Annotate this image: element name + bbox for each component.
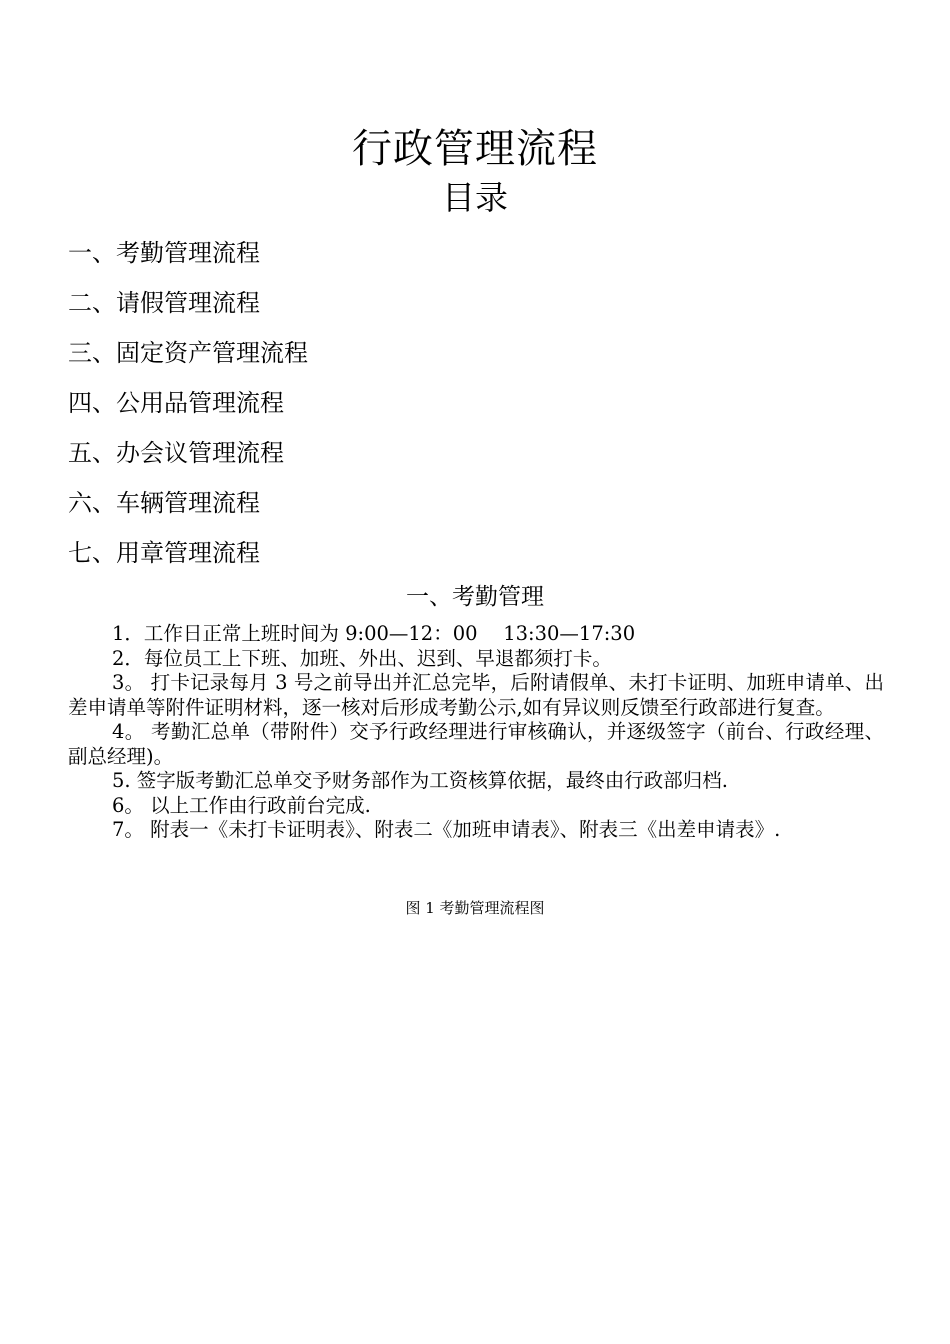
section-heading: 一、考勤管理 bbox=[406, 584, 544, 610]
document-title: 行政管理流程 bbox=[352, 126, 598, 172]
toc-item-fixed-assets[interactable]: 三、固定资产管理流程 bbox=[68, 339, 308, 367]
toc-heading: 目录 bbox=[442, 178, 508, 217]
table-of-contents bbox=[68, 228, 308, 578]
paragraph: 7。 附表一《未打卡证明表》、附表二《加班申请表》、附表三《出差申请表》. bbox=[112, 818, 781, 841]
toc-item-office-supplies[interactable]: 四、公用品管理流程 bbox=[68, 389, 284, 417]
figure-caption: 图 1 考勤管理流程图 bbox=[405, 899, 545, 917]
paragraph: 3。 打卡记录每月 3 号之前导出并汇总完毕，后附请假单、未打卡证明、加班申请单、出差申请单等附件证明材料，逐一核对后形成考勤公示,如有异议则反馈至行政部进行复查。 bbox=[68, 671, 884, 719]
toc-item-attendance[interactable]: 一、考勤管理流程 bbox=[68, 239, 260, 267]
paragraph: 6。 以上工作由行政前台完成. bbox=[112, 793, 371, 817]
section-body bbox=[68, 622, 884, 843]
paragraph: 1．工作日正常上班时间为 9:00—12：00 13:30—17:30 bbox=[112, 622, 636, 645]
paragraph: 5. 签字版考勤汇总单交予财务部作为工资核算依据，最终由行政部归档. bbox=[112, 769, 729, 792]
toc-item-leave[interactable]: 二、请假管理流程 bbox=[68, 289, 260, 317]
paragraph: 2．每位员工上下班、加班、外出、迟到、早退都须打卡。 bbox=[112, 646, 612, 670]
paragraph: 4。 考勤汇总单（带附件）交予行政经理进行审核确认，并逐级签字（前台、行政经理、副总经理)。 bbox=[68, 720, 884, 768]
toc-item-meetings[interactable]: 五、办会议管理流程 bbox=[68, 439, 284, 467]
toc-item-vehicles[interactable]: 六、车辆管理流程 bbox=[68, 489, 260, 517]
toc-item-seals[interactable]: 七、用章管理流程 bbox=[68, 539, 260, 567]
